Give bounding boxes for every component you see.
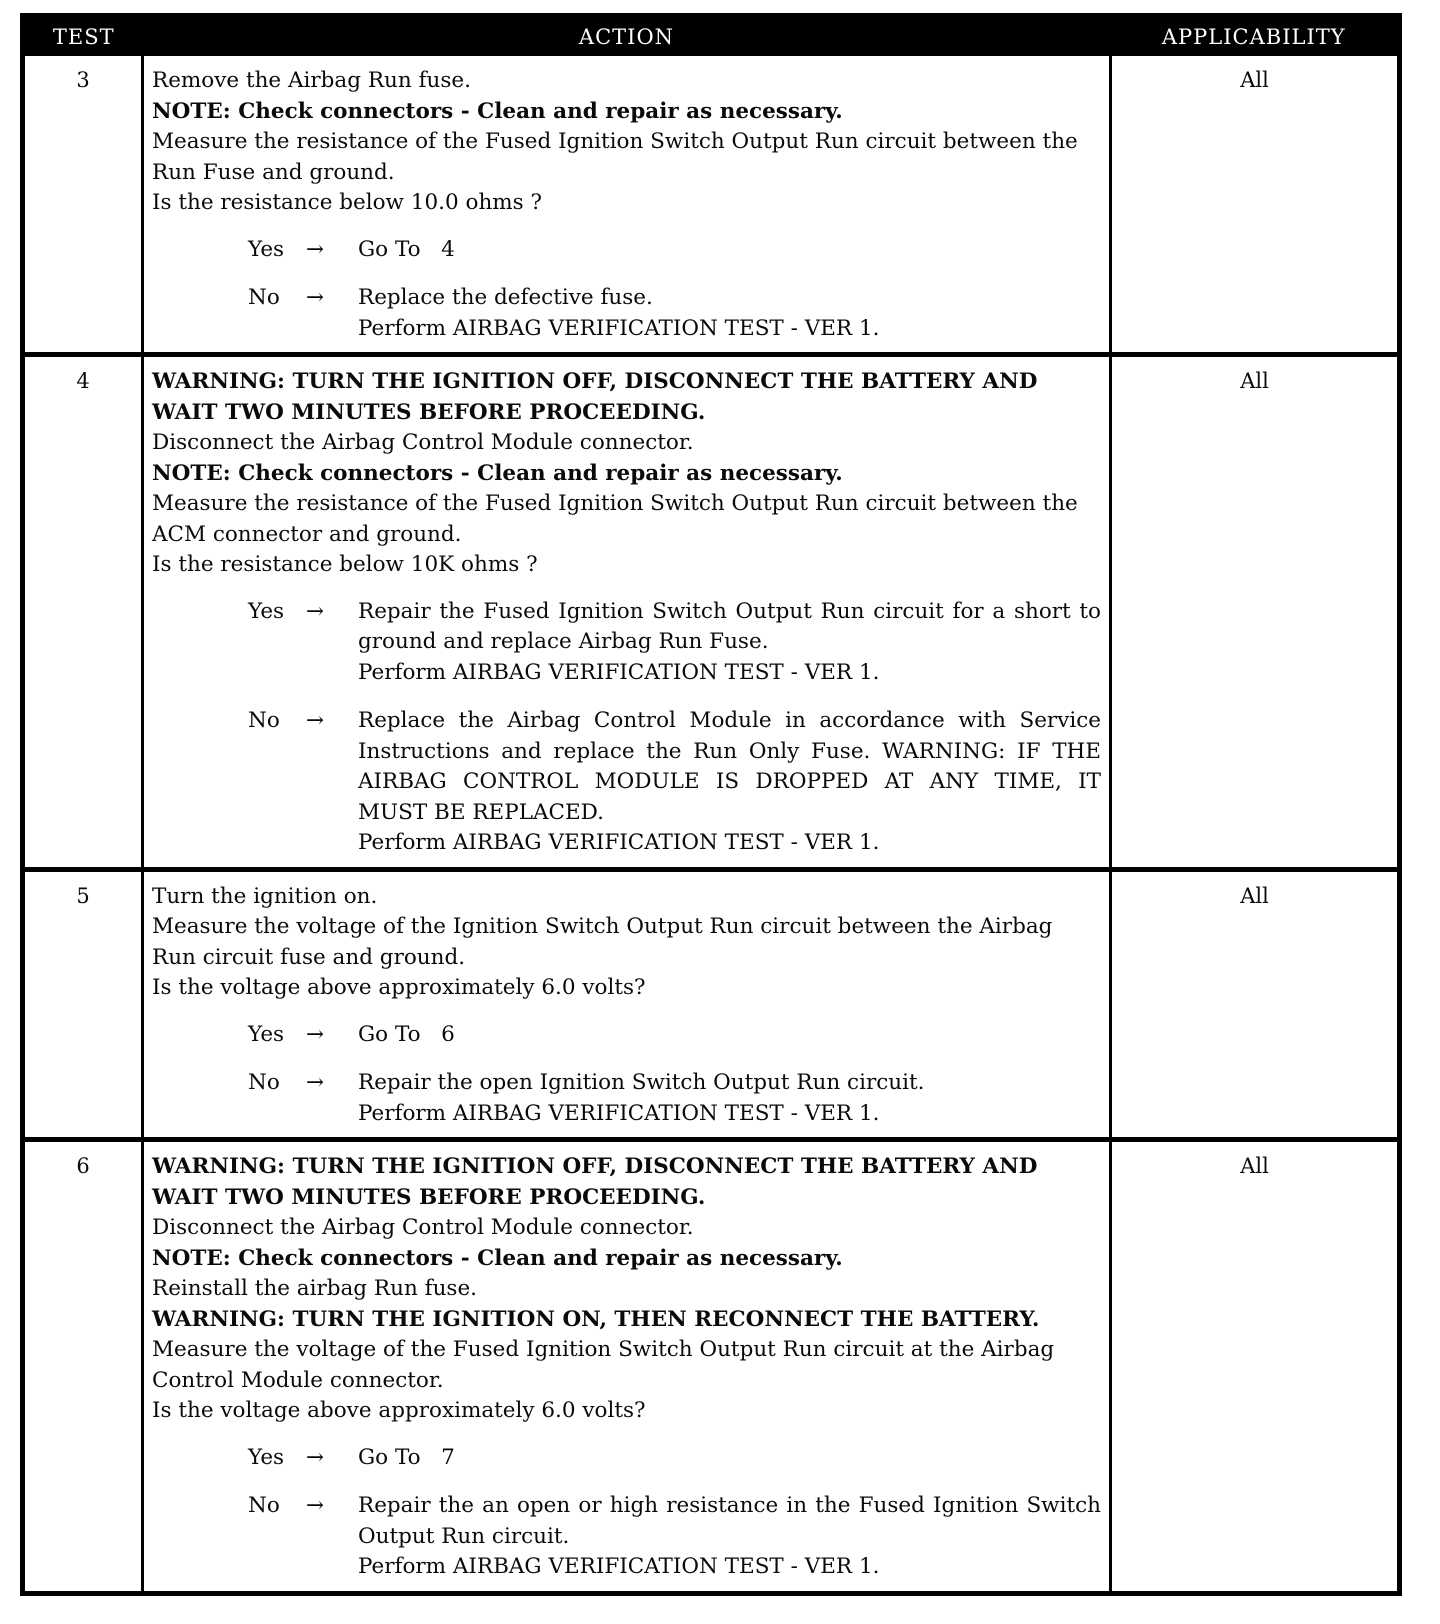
question-line: Is the resistance below 10.0 ohms ? bbox=[152, 190, 543, 215]
instruction-line: Measure the resistance of the Fused Ignition Switch Output Run circuit between the ACM connector and ground. bbox=[152, 491, 1078, 547]
yes-label: Yes bbox=[248, 598, 285, 624]
diagnostic-test-table bbox=[20, 13, 1402, 1596]
yes-result-line: Repair the Fused Ignition Switch Output Run circuit for a short to ground and replace Airbag Run Fuse. bbox=[358, 598, 1101, 654]
applicability-value: All bbox=[1111, 869, 1400, 1140]
no-result bbox=[358, 283, 1101, 344]
right-arrow-icon: → bbox=[306, 1444, 325, 1470]
right-arrow-icon: → bbox=[306, 1021, 325, 1047]
yes-label: Yes bbox=[248, 1444, 285, 1470]
instruction-line: Measure the voltage of the Ignition Switch Output Run circuit between the Airbag Run circuit fuse and ground. bbox=[152, 914, 1053, 970]
no-result-line: Repair the an open or high resistance in the Fused Ignition Switch Output Run circuit. bbox=[358, 1493, 1101, 1549]
yes-label: Yes bbox=[248, 1021, 285, 1047]
table-row-test-5 bbox=[23, 869, 1400, 1140]
test-number: 6 bbox=[23, 1140, 143, 1594]
instruction-line: Reinstall the airbag Run fuse. bbox=[152, 1276, 478, 1301]
right-arrow-icon: → bbox=[306, 1493, 325, 1518]
right-arrow-icon: → bbox=[306, 236, 325, 262]
action-cell bbox=[143, 56, 1111, 355]
yes-result bbox=[358, 597, 1101, 689]
column-header-test: TEST bbox=[23, 16, 143, 57]
table-header bbox=[23, 16, 1400, 57]
right-arrow-icon: → bbox=[306, 1070, 325, 1095]
action-cell bbox=[143, 1140, 1111, 1594]
yes-label: Yes bbox=[248, 236, 285, 262]
note-line: NOTE: Check connectors - Clean and repair as necessary. bbox=[152, 460, 843, 486]
yes-result bbox=[358, 1443, 1101, 1474]
branches bbox=[152, 597, 1101, 859]
yes-result bbox=[358, 1020, 1101, 1051]
no-result-line: Perform AIRBAG VERIFICATION TEST - VER 1. bbox=[358, 1100, 880, 1126]
diagnostic-test-sheet bbox=[20, 13, 1397, 1596]
no-label: No bbox=[248, 708, 280, 733]
instruction-line: Disconnect the Airbag Control Module connector. bbox=[152, 1215, 694, 1240]
no-result-line: Perform AIRBAG VERIFICATION TEST - VER 1. bbox=[358, 1554, 880, 1579]
table-row-test-4 bbox=[23, 355, 1400, 870]
warning-line: WARNING: TURN THE IGNITION ON, THEN RECONNECT THE BATTERY. bbox=[152, 1306, 1040, 1332]
test-number: 5 bbox=[23, 869, 143, 1140]
instruction-line: Measure the voltage of the Fused Ignition Switch Output Run circuit at the Airbag Control Module connector. bbox=[152, 1337, 1055, 1393]
no-branch bbox=[248, 283, 1101, 344]
applicability-value: All bbox=[1111, 1140, 1400, 1594]
no-branch bbox=[248, 1068, 1101, 1129]
no-result-line: Replace the Airbag Control Module in accordance with Service Instructions and replace the Run Only Fuse. WARNING: IF THE AIRBAG CONTROL MODULE IS DROPPED AT ANY TIME, IT MUST BE REPLACED. bbox=[358, 708, 1101, 825]
right-arrow-icon: → bbox=[306, 598, 325, 624]
no-result bbox=[358, 1068, 1101, 1129]
action-cell bbox=[143, 869, 1111, 1140]
yes-result-line: Go To 4 bbox=[358, 236, 455, 262]
no-result-line: Replace the defective fuse. bbox=[358, 285, 653, 310]
instruction-line: Turn the ignition on. bbox=[152, 883, 378, 909]
yes-result-line: Go To 6 bbox=[358, 1021, 455, 1047]
table-row-test-6 bbox=[23, 1140, 1400, 1594]
test-number: 4 bbox=[23, 355, 143, 870]
no-result-line: Repair the open Ignition Switch Output Run circuit. bbox=[358, 1070, 925, 1095]
column-header-action: ACTION bbox=[143, 16, 1111, 57]
no-result-line: Perform AIRBAG VERIFICATION TEST - VER 1. bbox=[358, 830, 880, 855]
no-branch bbox=[248, 706, 1101, 859]
branches bbox=[152, 235, 1101, 345]
instruction-line: Remove the Airbag Run fuse. bbox=[152, 68, 471, 93]
applicability-value: All bbox=[1111, 355, 1400, 870]
warning-line: WARNING: TURN THE IGNITION OFF, DISCONNECT THE BATTERY AND WAIT TWO MINUTES BEFORE PROCEEDING. bbox=[152, 1154, 1038, 1210]
column-header-applicability: APPLICABILITY bbox=[1111, 16, 1400, 57]
right-arrow-icon: → bbox=[306, 708, 325, 733]
yes-branch bbox=[248, 1443, 1101, 1474]
no-label: No bbox=[248, 1493, 280, 1518]
note-line: NOTE: Check connectors - Clean and repair as necessary. bbox=[152, 98, 843, 124]
note-line: NOTE: Check connectors - Clean and repair as necessary. bbox=[152, 1245, 843, 1271]
yes-result-line: Go To 7 bbox=[358, 1444, 455, 1470]
no-result-line: Perform AIRBAG VERIFICATION TEST - VER 1. bbox=[358, 315, 880, 341]
no-label: No bbox=[248, 1070, 280, 1095]
applicability-value: All bbox=[1111, 56, 1400, 355]
question-line: Is the resistance below 10K ohms ? bbox=[152, 552, 538, 577]
yes-branch bbox=[248, 597, 1101, 689]
yes-result-line: Perform AIRBAG VERIFICATION TEST - VER 1. bbox=[358, 659, 880, 685]
no-result bbox=[358, 1491, 1101, 1583]
test-number: 3 bbox=[23, 56, 143, 355]
yes-branch bbox=[248, 235, 1101, 266]
warning-line: WARNING: TURN THE IGNITION OFF, DISCONNECT THE BATTERY AND WAIT TWO MINUTES BEFORE PROCEEDING. bbox=[152, 369, 1038, 425]
right-arrow-icon: → bbox=[306, 285, 325, 310]
no-result bbox=[358, 706, 1101, 859]
instruction-line: Disconnect the Airbag Control Module connector. bbox=[152, 430, 694, 455]
action-cell bbox=[143, 355, 1111, 870]
yes-result bbox=[358, 235, 1101, 266]
yes-branch bbox=[248, 1020, 1101, 1051]
question-line: Is the voltage above approximately 6.0 volts? bbox=[152, 975, 646, 1000]
no-label: No bbox=[248, 285, 280, 310]
branches bbox=[152, 1443, 1101, 1583]
instruction-line: Measure the resistance of the Fused Ignition Switch Output Run circuit between the Run Fuse and ground. bbox=[152, 129, 1078, 185]
branches bbox=[152, 1020, 1101, 1130]
question-line: Is the voltage above approximately 6.0 volts? bbox=[152, 1398, 646, 1423]
no-branch bbox=[248, 1491, 1101, 1583]
table-row-test-3 bbox=[23, 56, 1400, 355]
